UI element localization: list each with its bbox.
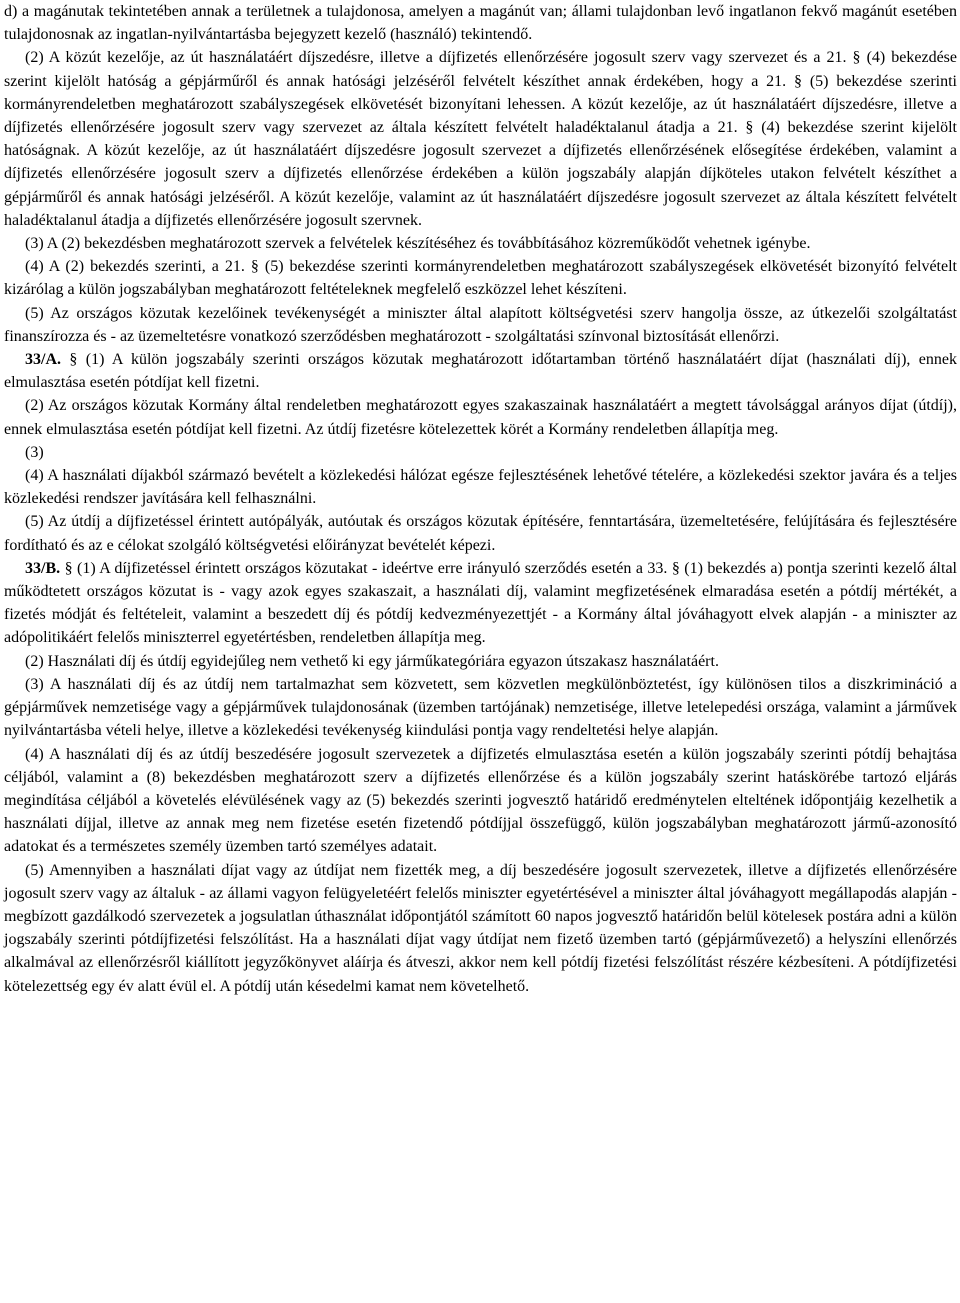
paragraph-2-felvétel bbox=[4, 46, 957, 232]
paragraph-text: (2) Az országos közutak Kormány által rendeletben meghatározott egyes szakaszainak használatáért a megtett távolsággal arányos díjat (útdíj), ennek elmulasztása esetén pótdíjat kell fizetni. Az útdíj fizetésre kötelezettek körét a Kormány rendeletben állapítja meg. bbox=[4, 397, 957, 438]
paragraph-d-magánutak bbox=[4, 0, 957, 46]
paragraph-text: (4) A használati díjakból származó bevételt a közlekedési hálózat egésze fejlesztésének lehetővé tételére, a közlekedési szektor javára és a teljes közlekedési rendszer javítására kell felhasználni. bbox=[4, 467, 957, 508]
section-33a-paragraph-5 bbox=[4, 510, 957, 556]
section-number: 33/A. bbox=[25, 351, 61, 369]
paragraph-text: (3) A (2) bekezdésben meghatározott szervek a felvételek készítéséhez és továbbításához közreműködőt vehetnek igénybe. bbox=[25, 235, 811, 253]
paragraph-text: (3) bbox=[25, 443, 44, 461]
paragraph-text: (4) A (2) bekezdés szerinti, a 21. § (5) bekezdése szerinti kormányrendeletben meghatározott szabályszegések elkövetését bizonyító felvételt kizárólag a külön jogszabályban meghatározott feltételeknek megfelelő eszközzel lehet készíteni. bbox=[4, 258, 957, 299]
paragraph-text: (4) A használati díj és az útdíj beszedésére jogosult szervezetek a díjfizetés elmulasztása esetén a külön jogszabály szerinti pótdíj behajtása céljából, valamint a (8) bekezdésben meghatározott szerv a díjfizetés ellenőrzése és a külön jogszabály szerint hatáskörébe tartozó eljárás megindítása céljából a követelés elévülésének vagy az (5) bekezdés szerinti jogvesztő határidő eredménytelen elteltének időpontjáig kezelhetik a használati díjjal, illetve az annak meg nem fizetése esetén fizetendő pótdíjjal összefüggő, külön jogszabályban meghatározott jármű-azonosító adatokat és a természetes személy üzemben tartó személyes adatait. bbox=[4, 745, 957, 856]
paragraph-text: (2) A közút kezelője, az út használatáért díjszedésre, illetve a díjfizetés ellenőrzésére jogosult szerv vagy szervezet és a 21. § (4) bekezdése szerint kijelölt hatóság a gépjárműről és annak hatósági jelzéséről felvételt készíthet annak érdekében, hogy a 21. § (5) bekezdése szerinti kormányrendeletben meghatározott szabályszegések elkövetését bizonyítani lehessen. A közút kezelője, az út használatáért díjszedésre, illetve a díjfizetés ellenőrzésére jogosult szerv vagy szervezet az általa készített felvételt haladéktalanul átadja a 21. § (4) bekezdése szerint kijelölt hatóságnak. A közút kezelője, az út használatáért díjszedésre jogosult szervezet a díjfizetés ellenőrzésének elősegítése érdekében, valamint a díjfizetés ellenőrzésére jogosult szerv a díjfizetés ellenőrzése érdekében a külön jogszabály alapján díjköteles utakon felvételt készíthet a gépjárműről és annak hatósági jelzéséről. A közút kezelője, valamint az út használatáért díjszedésre jogosult szervezet az általa készített felvételt haladéktalanul átadja a díjfizetés ellenőrzésére jogosult szervnek. bbox=[4, 49, 957, 229]
paragraph-text: (5) Amennyiben a használati díjat vagy az útdíjat nem fizették meg, a díj beszedésére jogosult szervezetek, illetve a díjfizetés ellenőrzésére jogosult szerv vagy az általuk - az állami vagyon felügyeletéért felelős miniszter egyetértésével a miniszter által jóváhagyott megállapodás alapján - megbízott gazdálkodó szervezetek a jogsulatlan úthasználat időpontjától számított 60 napos jogvesztő határidőn belül kötelesek postára adni a külön jogszabály szerinti pótdíjfizetési felszólítást. Ha a használati díjat vagy útdíjat nem fizető üzemben tartó (gépjárművezető) a helyszíni ellenőrzés alkalmával az ellenőrzésről kiállított jegyzőkönyvet aláírja és átveszi, akkor nem kell pótdíj fizetési felszólítást részére kézbesíteni. A pótdíjfizetési kötelezettség egy év alatt évül el. A pótdíj után késedelmi kamat nem követelhető. bbox=[4, 861, 957, 995]
section-33b-paragraph-2 bbox=[4, 650, 957, 673]
paragraph-text: d) a magánutak tekintetében annak a területnek a tulajdonosa, amelyen a magánút van; állami tulajdonban levő ingatlanon fekvő magánút esetében tulajdonosnak az ingatlan-nyilvántartásba bejegyzett kezelő (használó) tekintendő. bbox=[4, 3, 957, 44]
section-number: 33/B. bbox=[25, 559, 61, 577]
section-33b-paragraph-4 bbox=[4, 743, 957, 859]
paragraph-text: (5) Az országos közutak kezelőinek tevékenységét a miniszter által alapított költségvetési szerv hangolja össze, az útkezelői szolgáltatást finanszírozza és - az üzemeltetésre vonatkozó szerződésben meghatározott - szolgáltatási színvonal biztosítását ellenőrzi. bbox=[4, 304, 957, 345]
section-33b-paragraph-3 bbox=[4, 673, 957, 743]
paragraph-4-eszköz bbox=[4, 255, 957, 301]
paragraph-5-költségvetési-szerv bbox=[4, 302, 957, 348]
section-33b-paragraph-1 bbox=[4, 557, 957, 650]
paragraph-text: (5) Az útdíj a díjfizetéssel érintett autópályák, autóutak és országos közutak építésére, fenntartására, üzemeltetésére, felújítására és fejlesztésére fordítható és az e célokat szolgáló költségvetési előirányzat bevételét képezi. bbox=[4, 513, 957, 554]
section-33a-paragraph-1 bbox=[4, 348, 957, 394]
paragraph-3-közreműködő bbox=[4, 232, 957, 255]
paragraph-text: § (1) A díjfizetéssel érintett országos közutakat - ideértve erre irányuló szerződés esetén a 33. § (1) bekezdés a) pontja szerinti kezelő által működtetett országos közutat is - vagy azok egyes szakaszait, a használati díj, valamint megfizetésének elmaradása esetén a pótdíj mértékét, a fizetés módját és feltételeit, valamint a beszedett díj és pótdíj kedvezményezettjét - a Kormány által jóváhagyott elvek alapján - a miniszter az adópolitikáért felelős miniszterrel egyetértésben, rendeletben állapítja meg. bbox=[4, 559, 957, 647]
paragraph-text: (3) A használati díj és az útdíj nem tartalmazhat sem közvetett, sem közvetlen megkülönböztetést, így különösen tilos a diszkrimináció a gépjárművek nemzetisége vagy a gépjárművek tulajdonosának (üzemben tartójának) nemzetisége, illetve letelepedési országa, valamint a járművek nyilvántartásba vételi helye, illetve a közlekedési tevékenység kiindulási pontja vagy rendeltetési helye alapján. bbox=[4, 675, 957, 740]
section-33a-paragraph-3 bbox=[4, 441, 957, 464]
paragraph-text: (2) Használati díj és útdíj egyidejűleg nem vethető ki egy járműkategóriára egyazon útszakasz használatáért. bbox=[25, 652, 719, 670]
section-33a-paragraph-2 bbox=[4, 394, 957, 440]
section-33b-paragraph-5 bbox=[4, 859, 957, 998]
section-33a-paragraph-4 bbox=[4, 464, 957, 510]
paragraph-text: § (1) A külön jogszabály szerinti országos közutak meghatározott időtartamban történő használatáért díjat (használati díj), ennek elmulasztása esetén pótdíjat kell fizetni. bbox=[4, 351, 957, 392]
